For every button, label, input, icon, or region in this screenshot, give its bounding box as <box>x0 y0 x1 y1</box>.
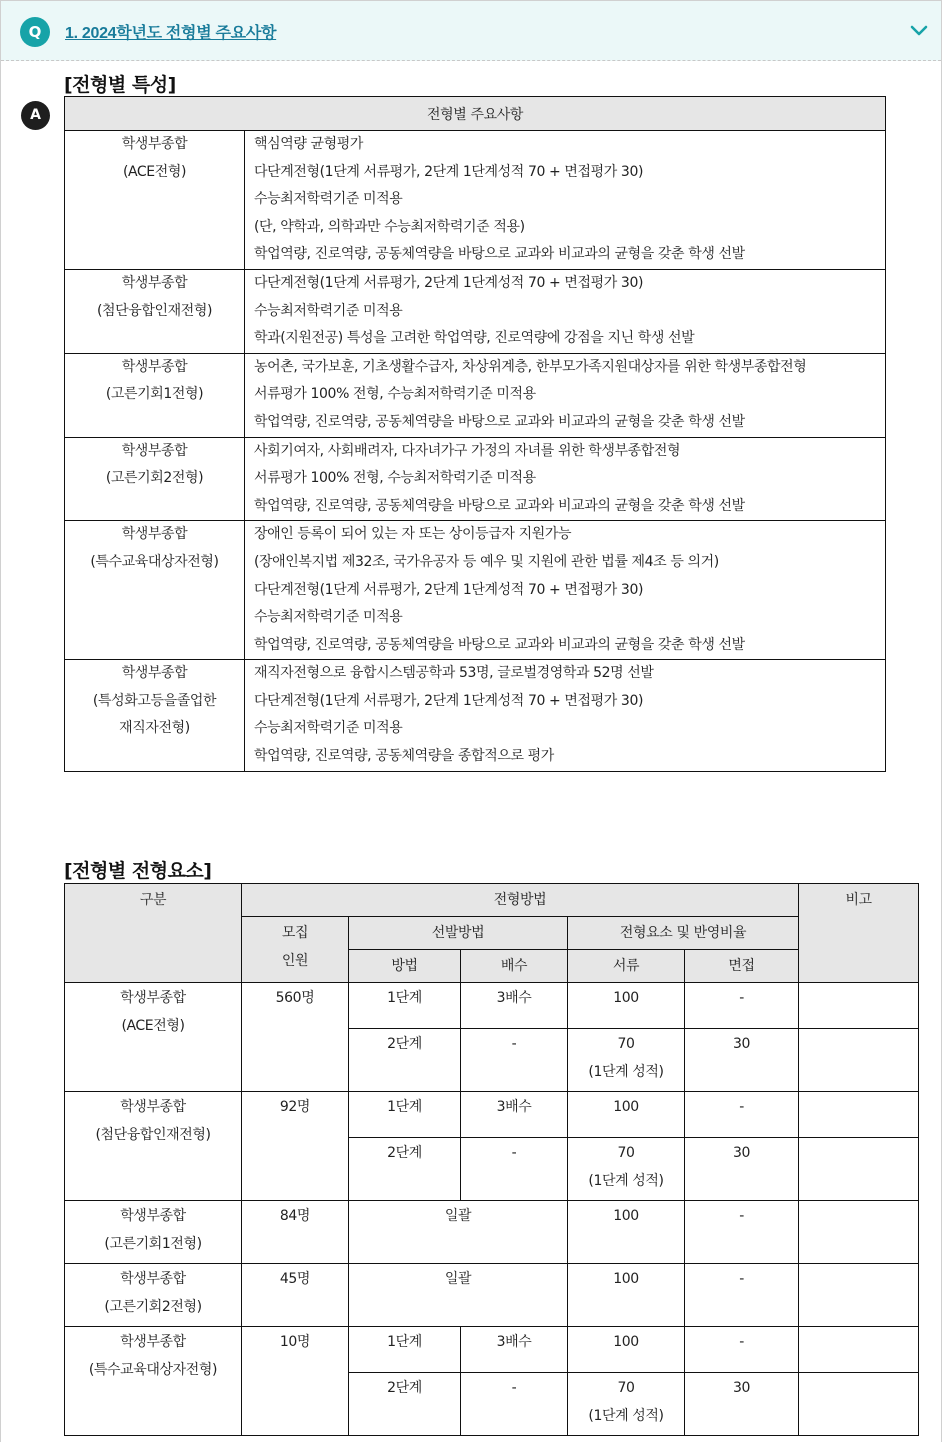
documents-value: 100 <box>613 1099 639 1115</box>
multiple-value: - <box>511 1036 517 1052</box>
remarks-value <box>799 985 918 1013</box>
interview-value: 30 <box>733 1380 751 1396</box>
header-stage: 방법 <box>349 950 461 983</box>
multiple-cell <box>461 1327 568 1373</box>
interview-value: 30 <box>733 1036 751 1052</box>
category-line: (첨단융합인재전형) <box>96 302 213 319</box>
documents-value: 70 <box>617 1380 635 1396</box>
description-line: 사회기여자, 사회배려자, 다자녀가구 가정의 자녀를 위한 학생부종합전형 <box>254 442 681 459</box>
section-title-elements: [전형별 전형요소] <box>64 860 212 882</box>
interview-value: - <box>739 1099 744 1115</box>
description-line: 농어촌, 국가보훈, 기초생활수급자, 차상위계층, 한부모가족지원대상자를 위한 학생부종합전형 <box>254 358 807 375</box>
faq-question-header[interactable] <box>1 1 941 61</box>
category-line: (ACE전형) <box>122 163 187 180</box>
quota-value: 84명 <box>279 1208 311 1224</box>
category-line: (특수교육대상자전형) <box>90 553 219 570</box>
description-line: 수능최저학력기준 미적용 <box>254 609 403 626</box>
description-line: 핵심역량 균형평가 <box>254 136 364 152</box>
category-line: 학생부종합 <box>120 1271 186 1287</box>
method-value: 일괄 <box>444 1208 472 1224</box>
stage-cell <box>349 1373 461 1436</box>
category-line: (고른기회2전형) <box>105 470 204 487</box>
category-line: 재직자전형) <box>119 720 190 737</box>
remarks-cell <box>799 1327 919 1373</box>
documents-value: 100 <box>613 990 639 1006</box>
description-line: 학업역량, 진로역량, 공동체역량을 바탕으로 교과와 비교과의 균형을 갖춘 학생 선발 <box>254 497 745 514</box>
interview-value: - <box>739 990 744 1006</box>
interview-cell <box>685 1373 799 1436</box>
quota-cell <box>242 1092 349 1201</box>
multiple-cell <box>461 1092 568 1138</box>
documents-value: (1단계 성적) <box>588 1172 664 1189</box>
category-cell <box>65 521 245 660</box>
description-cell <box>245 660 886 771</box>
stage-cell <box>349 1029 461 1092</box>
quota-value: 560명 <box>275 990 315 1006</box>
documents-value: (1단계 성적) <box>588 1063 664 1080</box>
remarks-cell <box>799 1201 919 1264</box>
table-row <box>65 660 886 771</box>
section-title-characteristics: [전형별 특성] <box>64 74 176 96</box>
description-line: 재직자전형으로 융합시스템공학과 53명, 글로벌경영학과 52명 선발 <box>254 665 654 682</box>
stage-value: 1단계 <box>387 1334 422 1350</box>
table-row <box>65 131 886 270</box>
category-line: (특성화고등을졸업한 <box>92 692 217 709</box>
documents-cell <box>568 983 685 1029</box>
elements-table <box>64 883 919 1436</box>
remarks-value <box>799 1031 918 1059</box>
category-line: (고른기회2전형) <box>104 1298 202 1315</box>
stage-value: 2단계 <box>387 1380 422 1396</box>
method-value: 일괄 <box>444 1271 472 1287</box>
category-line: (ACE전형) <box>121 1017 185 1034</box>
documents-cell <box>568 1327 685 1373</box>
description-line: 수능최저학력기준 미적용 <box>254 191 403 208</box>
remarks-value <box>799 1094 918 1122</box>
stage-value: 1단계 <box>387 990 422 1006</box>
category-line: (첨단융합인재전형) <box>95 1126 211 1143</box>
category-cell <box>65 353 245 437</box>
multiple-value: 3배수 <box>496 990 532 1006</box>
interview-cell <box>685 1264 799 1327</box>
category-line: (고른기회1전형) <box>104 1235 202 1252</box>
table-row <box>65 1264 919 1327</box>
description-line: 서류평가 100% 전형, 수능최저학력기준 미적용 <box>254 386 536 403</box>
description-line: 다단계전형(1단계 서류평가, 2단계 1단계성적 70 + 면접평가 30) <box>254 692 644 709</box>
characteristics-table <box>64 96 886 772</box>
interview-value: 30 <box>733 1145 751 1161</box>
chevron-down-icon[interactable] <box>910 25 928 37</box>
stage-cell <box>349 1138 461 1201</box>
documents-cell <box>568 1092 685 1138</box>
header-method: 전형방법 <box>242 884 799 917</box>
documents-value: 100 <box>613 1208 639 1224</box>
description-line: 다단계전형(1단계 서류평가, 2단계 1단계성적 70 + 면접평가 30) <box>254 274 644 291</box>
category-line: 학생부종합 <box>120 990 186 1006</box>
stage-cell <box>349 983 461 1029</box>
description-cell <box>245 437 886 521</box>
description-line: 서류평가 100% 전형, 수능최저학력기준 미적용 <box>254 470 536 487</box>
quota-cell <box>242 1201 349 1264</box>
multiple-value: 3배수 <box>496 1334 532 1350</box>
description-line: 학과(지원전공) 특성을 고려한 학업역량, 진로역량에 강점을 지닌 학생 선발 <box>254 330 695 347</box>
method-cell <box>349 1201 568 1264</box>
documents-value: (1단계 성적) <box>588 1407 664 1424</box>
remarks-cell <box>799 1373 919 1436</box>
description-line: 학업역량, 진로역량, 공동체역량을 바탕으로 교과와 비교과의 균형을 갖춘 학생 선발 <box>254 636 745 653</box>
description-line: 수능최저학력기준 미적용 <box>254 302 403 319</box>
header-selection: 선발방법 <box>349 917 568 950</box>
stage-cell <box>349 1092 461 1138</box>
category-cell <box>65 983 242 1092</box>
interview-value: - <box>739 1271 744 1287</box>
category-line: 학생부종합 <box>121 526 188 543</box>
multiple-cell <box>461 983 568 1029</box>
description-cell <box>245 353 886 437</box>
category-cell <box>65 1092 242 1201</box>
interview-cell <box>685 983 799 1029</box>
remarks-value <box>799 1266 918 1294</box>
interview-value: - <box>739 1208 744 1224</box>
category-cell <box>65 437 245 521</box>
description-line: 학업역량, 진로역량, 공동체역량을 종합적으로 평가 <box>254 748 554 765</box>
remarks-cell <box>799 1264 919 1327</box>
remarks-value <box>799 1375 918 1403</box>
category-line: (특수교육대상자전형) <box>88 1361 218 1378</box>
header-documents: 서류 <box>568 950 685 983</box>
header-multiple: 배수 <box>461 950 568 983</box>
table-row <box>65 269 886 353</box>
table-row <box>65 353 886 437</box>
description-cell <box>245 131 886 270</box>
documents-cell <box>568 1201 685 1264</box>
table-row <box>65 1092 919 1138</box>
header-remarks: 비고 <box>799 884 919 983</box>
q-badge: Q <box>20 17 50 47</box>
description-line: 장애인 등록이 되어 있는 자 또는 상이등급자 지원가능 <box>254 526 572 543</box>
remarks-cell <box>799 1138 919 1201</box>
multiple-cell <box>461 1373 568 1436</box>
description-line: 수능최저학력기준 미적용 <box>254 720 403 737</box>
table-row <box>65 437 886 521</box>
interview-value: - <box>739 1334 744 1350</box>
multiple-value: 3배수 <box>496 1099 532 1115</box>
remarks-cell <box>799 1029 919 1092</box>
description-line: 다단계전형(1단계 서류평가, 2단계 1단계성적 70 + 면접평가 30) <box>254 163 644 180</box>
category-line: 학생부종합 <box>121 358 188 375</box>
table-row <box>65 1327 919 1373</box>
header-elements: 전형요소 및 반영비율 <box>568 917 799 950</box>
faq-question-title[interactable]: 1. 2024학년도 전형별 주요사항 <box>65 25 277 42</box>
header-category: 구분 <box>65 884 242 983</box>
documents-value: 70 <box>617 1145 635 1161</box>
category-line: 학생부종합 <box>121 442 188 459</box>
category-cell <box>65 1201 242 1264</box>
category-cell <box>65 1264 242 1327</box>
description-line: (장애인복지법 제32조, 국가유공자 등 예우 및 지원에 관한 법률 제4조 등 의거) <box>254 553 719 570</box>
stage-value: 2단계 <box>387 1036 422 1052</box>
description-cell <box>245 521 886 660</box>
quota-value: 10명 <box>279 1334 311 1350</box>
description-line: 학업역량, 진로역량, 공동체역량을 바탕으로 교과와 비교과의 균형을 갖춘 학생 선발 <box>254 413 745 430</box>
category-cell <box>65 1327 242 1436</box>
interview-cell <box>685 1138 799 1201</box>
quota-cell <box>242 1327 349 1436</box>
stage-value: 1단계 <box>387 1099 422 1115</box>
header-interview: 면접 <box>685 950 799 983</box>
interview-cell <box>685 1327 799 1373</box>
documents-cell <box>568 1264 685 1327</box>
table-row <box>65 1201 919 1264</box>
documents-cell <box>568 1373 685 1436</box>
table-row <box>65 521 886 660</box>
remarks-value <box>799 1329 918 1357</box>
a-badge: A <box>21 101 50 130</box>
documents-value: 100 <box>613 1271 639 1287</box>
header-quota-line: 인원 <box>281 953 309 969</box>
interview-cell <box>685 1029 799 1092</box>
documents-value: 100 <box>613 1334 639 1350</box>
category-line: (고른기회1전형) <box>105 386 204 403</box>
remarks-cell <box>799 1092 919 1138</box>
quota-value: 92명 <box>279 1099 311 1115</box>
documents-cell <box>568 1138 685 1201</box>
documents-value: 70 <box>617 1036 635 1052</box>
description-cell <box>245 269 886 353</box>
category-cell <box>65 269 245 353</box>
multiple-value: - <box>511 1380 517 1396</box>
description-line: 학업역량, 진로역량, 공동체역량을 바탕으로 교과와 비교과의 균형을 갖춘 학생 선발 <box>254 246 745 263</box>
category-line: 학생부종합 <box>121 136 188 152</box>
category-line: 학생부종합 <box>120 1099 186 1115</box>
quota-value: 45명 <box>279 1271 311 1287</box>
remarks-value <box>799 1203 918 1231</box>
multiple-cell <box>461 1138 568 1201</box>
category-line: 학생부종합 <box>121 665 188 682</box>
interview-cell <box>685 1201 799 1264</box>
category-line: 학생부종합 <box>120 1334 186 1350</box>
description-line: (단, 약학과, 의학과만 수능최저학력기준 적용) <box>254 218 525 235</box>
quota-cell <box>242 1264 349 1327</box>
category-line: 학생부종합 <box>121 274 188 291</box>
table-header: 전형별 주요사항 <box>65 97 886 131</box>
remarks-cell <box>799 983 919 1029</box>
header-quota-line: 모집 <box>281 925 309 941</box>
interview-cell <box>685 1092 799 1138</box>
stage-value: 2단계 <box>387 1145 422 1161</box>
multiple-value: - <box>511 1145 517 1161</box>
stage-cell <box>349 1327 461 1373</box>
category-cell <box>65 660 245 771</box>
description-line: 다단계전형(1단계 서류평가, 2단계 1단계성적 70 + 면접평가 30) <box>254 581 644 598</box>
category-cell <box>65 131 245 270</box>
header-quota <box>242 917 349 983</box>
table-row <box>65 983 919 1029</box>
remarks-value <box>799 1140 918 1168</box>
quota-cell <box>242 983 349 1092</box>
documents-cell <box>568 1029 685 1092</box>
category-line: 학생부종합 <box>120 1208 186 1224</box>
method-cell <box>349 1264 568 1327</box>
multiple-cell <box>461 1029 568 1092</box>
